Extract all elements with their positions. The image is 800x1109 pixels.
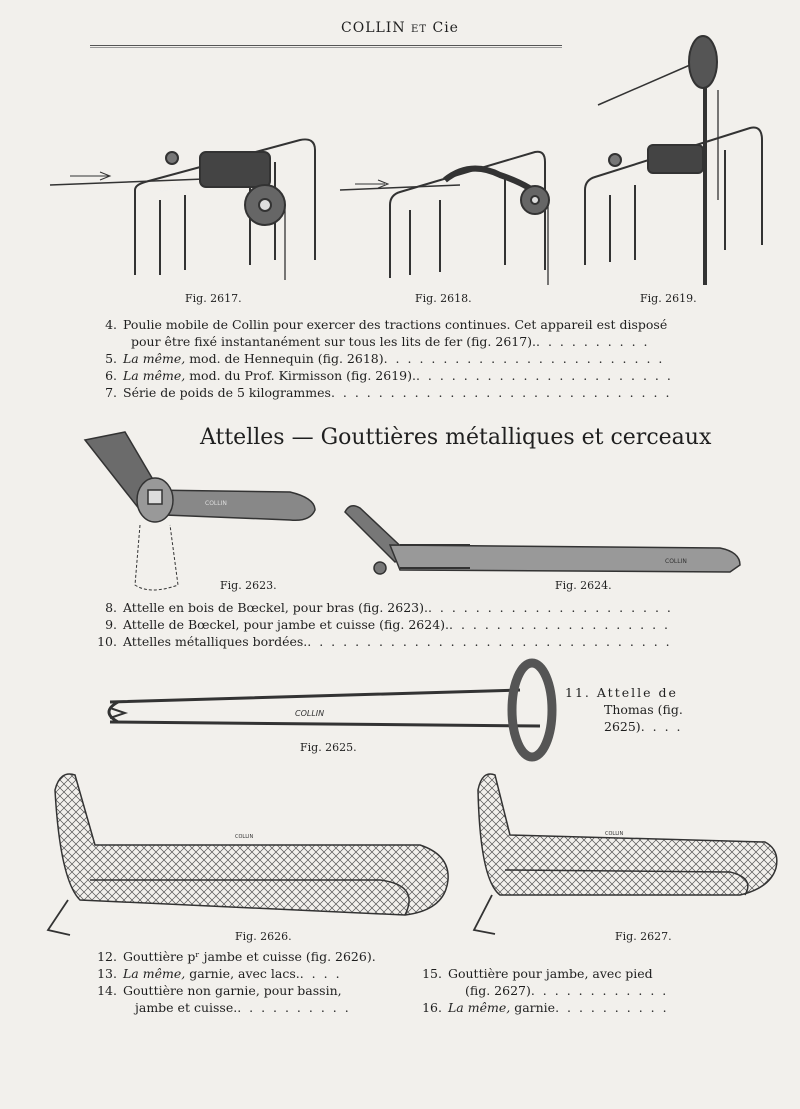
engraved-label: COLLIN xyxy=(158,182,182,194)
pulley-2618-illustration xyxy=(340,152,549,285)
fig-caption: Fig. 2618. xyxy=(415,292,472,305)
engraved-label: COLLIN xyxy=(235,834,254,840)
header-main: COLLIN xyxy=(341,20,406,36)
list-item-cont: jambe et cuisse.. . . xyxy=(135,999,352,1016)
header-rule xyxy=(90,45,562,48)
page-header xyxy=(0,20,800,36)
list-item: 6. La même, mod. du Prof. Kirmisson (fig. 2619).. . . xyxy=(95,367,671,384)
fig-caption: Fig. 2627. xyxy=(615,930,672,943)
fig-caption: Fig. 2619. xyxy=(640,292,697,305)
fig-caption: Fig. 2624. xyxy=(555,579,612,592)
header-co: Cie xyxy=(432,20,459,36)
pulley-2617-illustration xyxy=(50,139,315,280)
list-item: 15. Gouttière pour jambe, avec pied xyxy=(422,966,653,981)
fig-caption: Fig. 2626. xyxy=(235,930,292,943)
list-item: 7. Série de poids de 5 kilogrammes. . . xyxy=(95,384,676,401)
list-item-cont: Thomas (fig. xyxy=(604,702,683,717)
fig-caption: Fig. 2623. xyxy=(220,579,277,592)
engraved-label: COLLIN xyxy=(605,831,624,837)
list-item: 14. Gouttière non garnie, pour bassin, xyxy=(97,983,342,998)
engraved-label: COLLIN xyxy=(665,558,687,565)
list-item: 9. Attelle de Bœckel, pour jambe et cuisse (fig. 2624).. . . xyxy=(95,616,677,633)
fig-caption: Fig. 2625. xyxy=(300,741,357,754)
list-item: 5. La même, mod. de Hennequin (fig. 2618). . . xyxy=(95,350,669,367)
list-item-cont: 2625). . . xyxy=(604,718,686,735)
list-item: 11. Attelle de xyxy=(565,685,678,700)
engraved-label: COLLIN xyxy=(205,500,227,507)
mesh-gutter-2627-illustration xyxy=(474,774,777,934)
pulley-2619-illustration xyxy=(585,36,762,285)
mesh-gutter-2626-illustration xyxy=(48,774,448,935)
list-item: 10. Attelles métalliques bordées.. . . xyxy=(95,633,677,650)
header-et: ET xyxy=(411,24,428,35)
list-item-cont: pour être fixé instantanément sur tous les lits de fer (fig. 2617).. . . xyxy=(131,333,656,350)
list-item: 13. La même, garnie, avec lacs.. . . xyxy=(95,965,348,982)
list-item: 12. Gouttière pʳ jambe et cuisse (fig. 2626). xyxy=(97,949,376,964)
fig-caption: Fig. 2617. xyxy=(185,292,242,305)
section-title: Attelles — Gouttières métalliques et cerceaux xyxy=(200,425,712,450)
list-item: 4. Poulie mobile de Collin pour exercer des tractions continues. Cet appareil est disposé xyxy=(105,317,668,332)
list-item-cont: (fig. 2627). . . xyxy=(465,982,671,999)
list-item: 8. Attelle en bois de Bœckel, pour bras (fig. 2623).. . . xyxy=(95,599,673,616)
list-item: 16. La même, garnie. . . xyxy=(420,999,675,1016)
engraved-label: COLLIN xyxy=(295,709,325,718)
arm-splint-2623-illustration xyxy=(85,432,315,590)
